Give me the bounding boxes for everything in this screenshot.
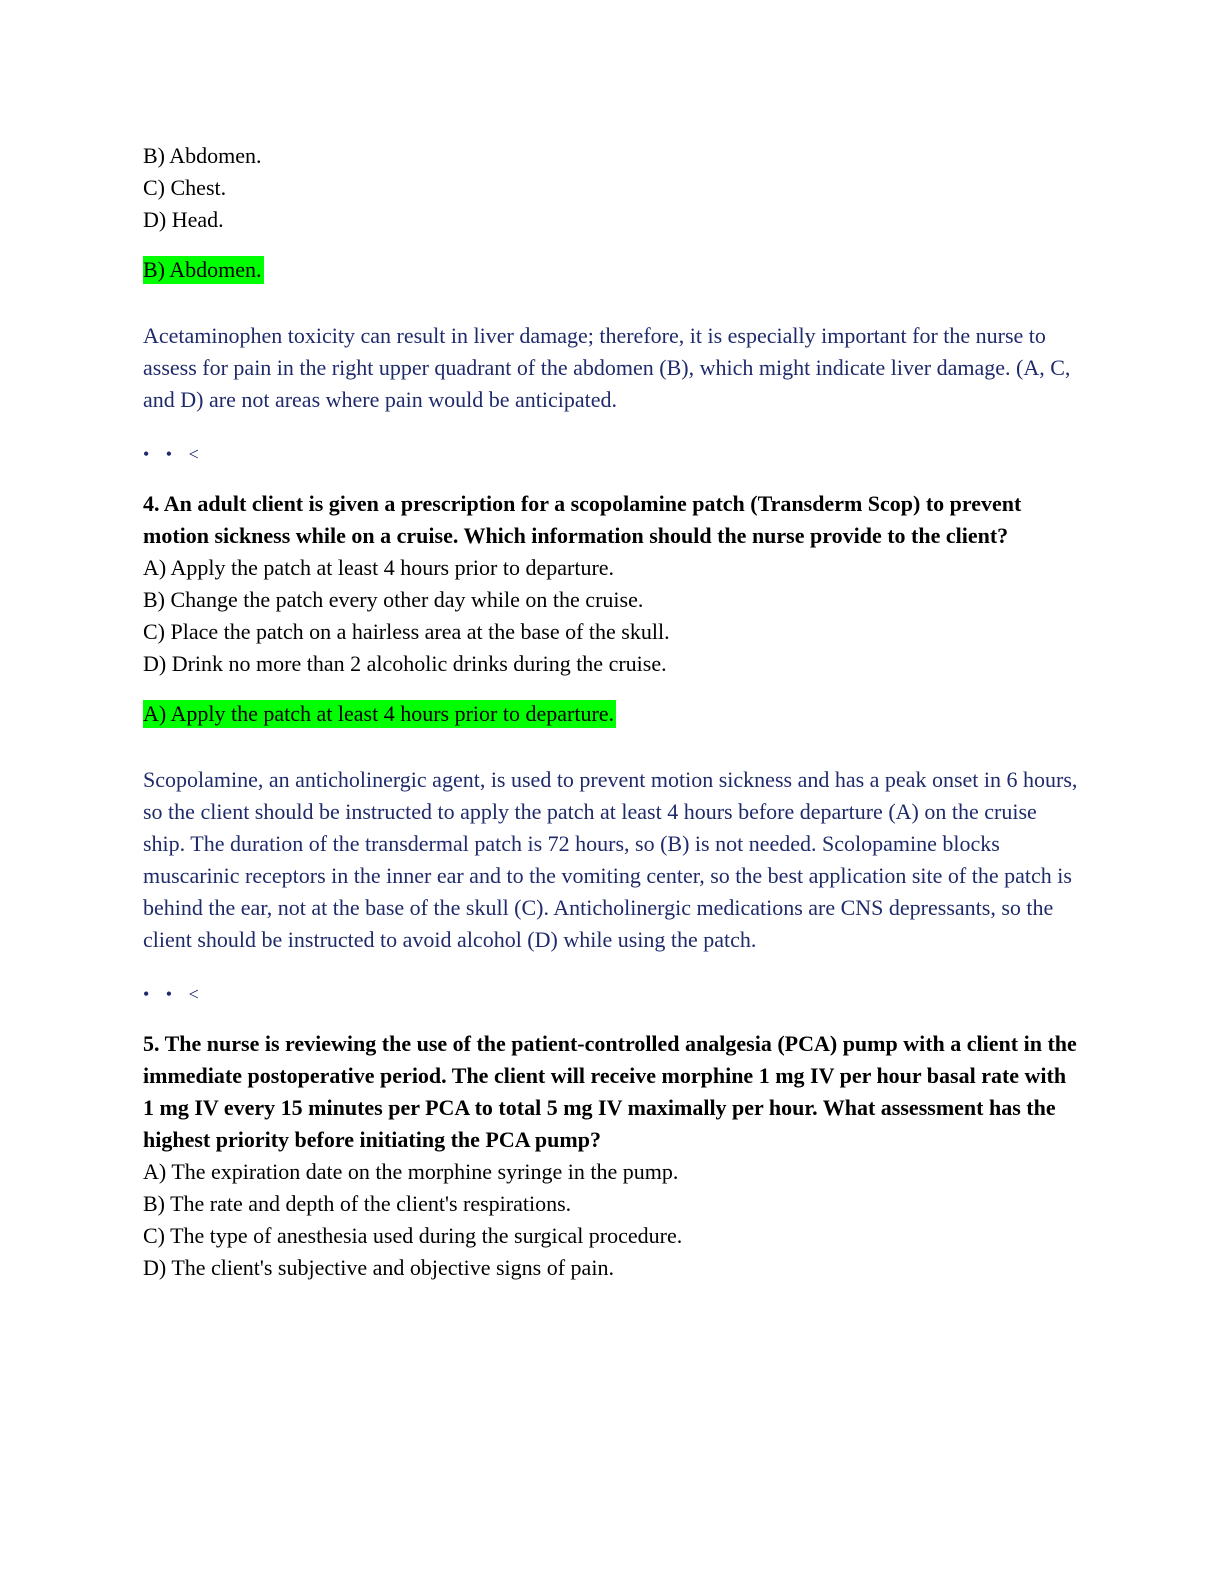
option-a: A) Apply the patch at least 4 hours prior to departure. <box>143 555 615 580</box>
option-b: B) Abdomen. <box>143 143 262 168</box>
question-3-nav-dots: • • < <box>143 444 205 464</box>
question-4-options <box>143 552 1078 680</box>
option-b: B) The rate and depth of the client's respirations. <box>143 1191 572 1216</box>
option-d: D) The client's subjective and objective signs of pain. <box>143 1255 614 1280</box>
option-c: C) Place the patch on a hairless area at the base of the skull. <box>143 619 670 644</box>
question-4-answer: A) Apply the patch at least 4 hours prior to departure. <box>143 701 615 726</box>
option-c: C) Chest. <box>143 175 227 200</box>
document-page <box>143 140 1078 1284</box>
question-3-answer: B) Abdomen. <box>143 257 262 282</box>
question-4-rationale: Scopolamine, an anticholinergic agent, is used to prevent motion sickness and has a peak onset in 6 hours, so the client should be instructed to apply the patch at least 4 hours before departure (A) on the cruise ship. The duration of the transdermal patch is 72 hours, so (B) is not needed. Scolopamine blocks muscarinic receptors in the inner ear and to the vomiting center, so the best application site of the patch is behind the ear, not at the base of the skull (C). Anticholinergic medications are CNS depressants, so the client should be instructed to avoid alcohol (D) while using the patch. <box>143 767 1078 952</box>
question-5-options <box>143 1156 1078 1284</box>
option-d: D) Head. <box>143 207 224 232</box>
question-4-nav-dots: • • < <box>143 984 205 1004</box>
question-3-options <box>143 140 1078 236</box>
question-5-stem: 5. The nurse is reviewing the use of the patient-controlled analgesia (PCA) pump with a client in the immediate postoperative period. The client will receive morphine 1 mg IV per hour basal rate with 1 mg IV every 15 minutes per PCA to total 5 mg IV maximally per hour. What assessment has the highest priority before initiating the PCA pump? <box>143 1031 1077 1152</box>
option-c: C) The type of anesthesia used during the surgical procedure. <box>143 1223 683 1248</box>
option-d: D) Drink no more than 2 alcoholic drinks during the cruise. <box>143 651 667 676</box>
question-4-stem: 4. An adult client is given a prescription for a scopolamine patch (Transderm Scop) to prevent motion sickness while on a cruise. Which information should the nurse provide to the client? <box>143 491 1022 548</box>
question-4-answer-wrap <box>143 700 1078 728</box>
option-a: A) The expiration date on the morphine syringe in the pump. <box>143 1159 679 1184</box>
option-b: B) Change the patch every other day while on the cruise. <box>143 587 644 612</box>
question-3-rationale: Acetaminophen toxicity can result in liver damage; therefore, it is especially important for the nurse to assess for pain in the right upper quadrant of the abdomen (B), which might indicate liver damage. (A, C, and D) are not areas where pain would be anticipated. <box>143 323 1071 412</box>
question-3-answer-wrap <box>143 256 1078 284</box>
